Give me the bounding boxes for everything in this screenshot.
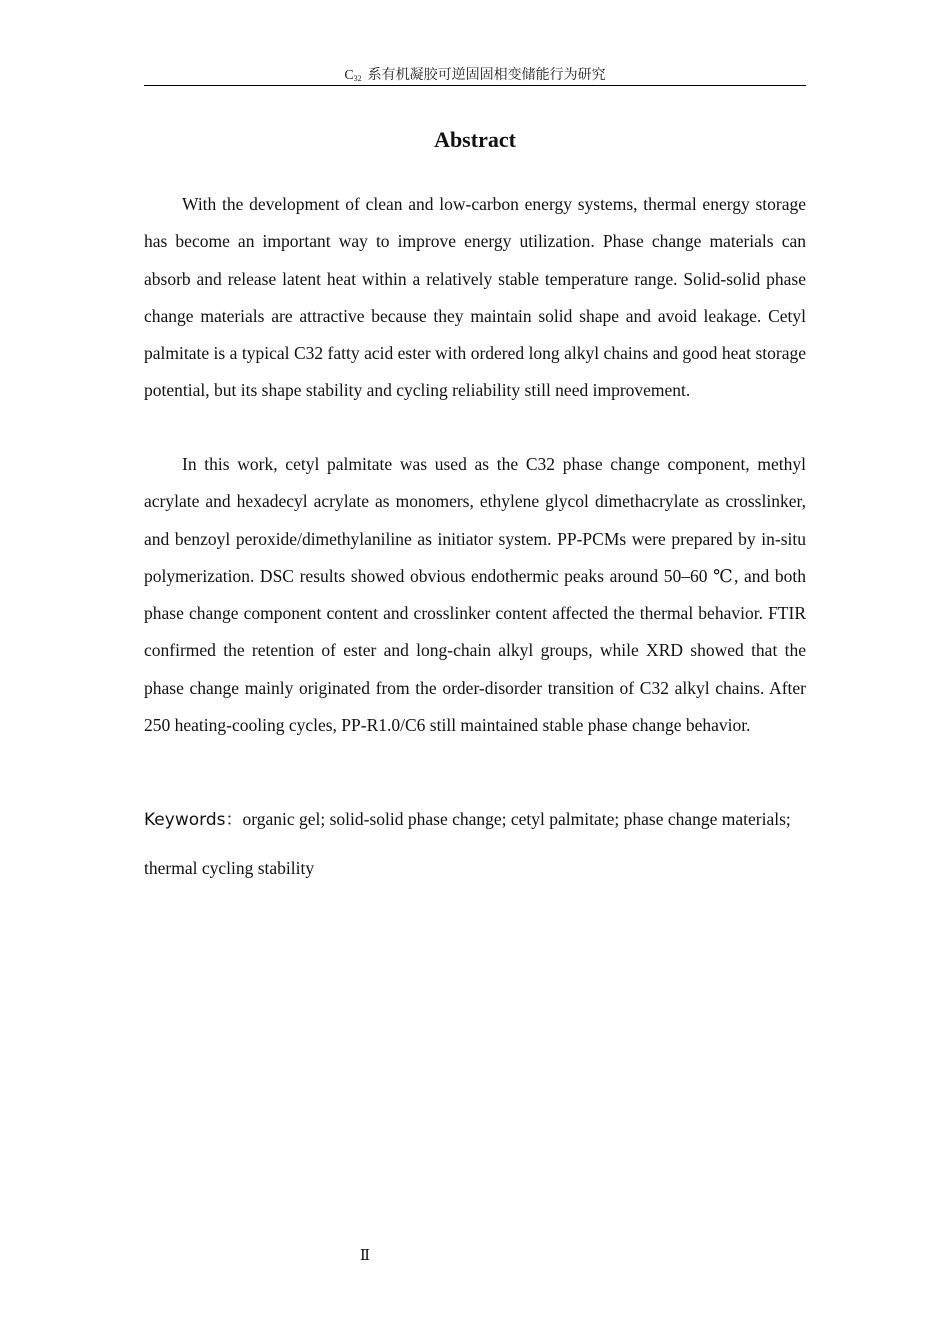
header-rule — [144, 85, 806, 86]
keywords-label: Keywords： — [144, 810, 243, 830]
page-number: Ⅱ — [359, 1248, 371, 1264]
header-prefix: C — [344, 68, 354, 83]
header-subscript: 32 — [353, 74, 362, 83]
header-title: 系有机凝胶可逆固固相变储能行为研究 — [367, 68, 606, 83]
abstract-paragraph-1: With the development of clean and low-carbon energy systems, thermal energy storage has become an important way to improve energy utilization. Phase change materials can absorb and release latent heat within a relatively stable temperature range. Solid-solid phase change materials are attractive because they maintain solid shape and avoid leakage. Cetyl palmitate is a typical C32 fatty acid ester with ordered long alkyl chains and good heat storage potential, but its shape stability and cycling reliability still need improvement. — [144, 194, 806, 401]
keywords-line — [144, 795, 806, 892]
keywords-text: organic gel; solid-solid phase change; cetyl palmitate; phase change materials; thermal cycling stability — [144, 809, 791, 878]
abstract-title: Abstract — [434, 127, 516, 152]
abstract-paragraph-2: In this work, cetyl palmitate was used as the C32 phase change component, methyl acrylate and hexadecyl acrylate as monomers, ethylene glycol dimethacrylate as crosslinker, and benzoyl peroxide/dimethylaniline as initiator system. PP-PCMs were prepared by in-situ polymerization. DSC results showed obvious endothermic peaks around 50–60 ℃, and both phase change component content and crosslinker content affected the thermal behavior. FTIR confirmed the retention of ester and long-chain alkyl groups, while XRD showed that the phase change mainly originated from the order-disorder transition of C32 alkyl chains. After 250 heating-cooling cycles, PP-R1.0/C6 still maintained stable phase change behavior. — [144, 454, 806, 736]
